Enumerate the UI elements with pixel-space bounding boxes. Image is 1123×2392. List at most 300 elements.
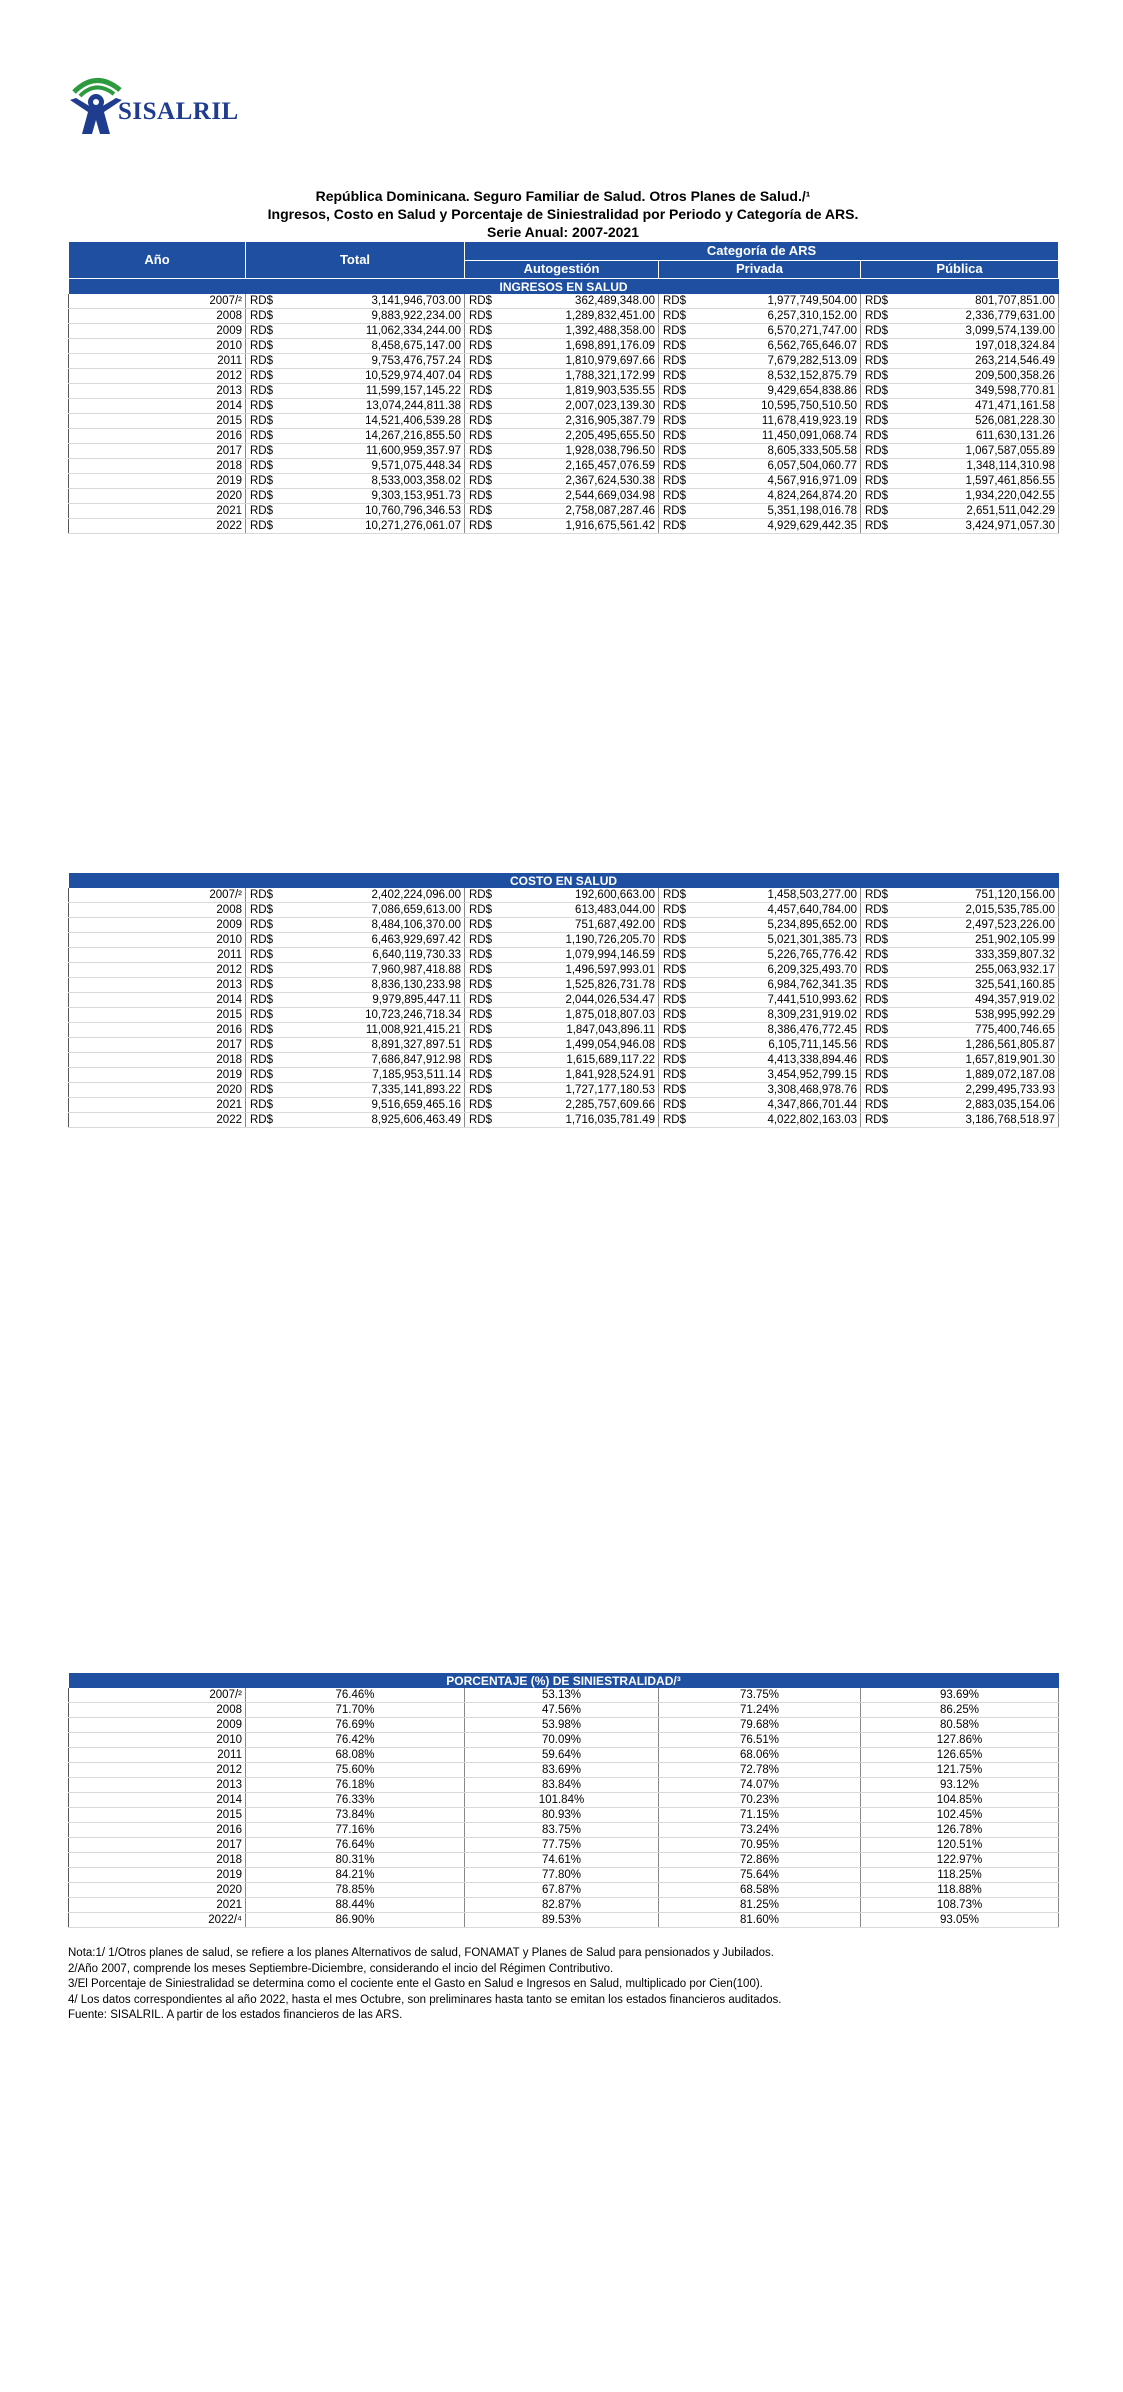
total-cell: 78.85% [246,1883,465,1898]
siniestralidad-row [69,1853,1059,1868]
pub-cell: 126.65% [861,1748,1059,1763]
ingresos-section-title: INGRESOS EN SALUD [69,279,1059,295]
currency-cell: RD$ [465,1053,497,1068]
costo-section-title: COSTO EN SALUD [69,873,1059,888]
priv-cell: 6,057,504,060.77 [691,459,861,474]
total-cell: 6,640,119,730.33 [278,948,465,963]
currency-cell: RD$ [861,354,893,369]
total-cell: 71.70% [246,1703,465,1718]
costo-row [69,978,1059,993]
auto-cell: 1,698,891,176.09 [497,339,659,354]
year-cell: 2008 [69,309,246,324]
auto-cell: 613,483,044.00 [497,903,659,918]
currency-cell: RD$ [861,1068,893,1083]
currency-cell: RD$ [861,519,893,534]
pub-cell: 80.58% [861,1718,1059,1733]
ingresos-row [69,294,1059,309]
auto-cell: 1,496,597,993.01 [497,963,659,978]
currency-cell: RD$ [246,444,278,459]
pub-cell: 1,067,587,055.89 [893,444,1059,459]
auto-cell: 83.84% [465,1778,659,1793]
total-cell: 10,271,276,061.07 [278,519,465,534]
currency-cell: RD$ [861,933,893,948]
priv-cell: 6,570,271,747.00 [691,324,861,339]
year-cell: 2014 [69,1793,246,1808]
currency-cell: RD$ [246,474,278,489]
total-cell: 9,516,659,465.16 [278,1098,465,1113]
priv-cell: 68.06% [659,1748,861,1763]
costo-row [69,903,1059,918]
currency-cell: RD$ [861,474,893,489]
total-cell: 86.90% [246,1913,465,1928]
auto-cell: 192,600,663.00 [497,888,659,903]
total-cell: 8,458,675,147.00 [278,339,465,354]
total-cell: 2,402,224,096.00 [278,888,465,903]
priv-cell: 8,309,231,919.02 [691,1008,861,1023]
total-cell: 6,463,929,697.42 [278,933,465,948]
pub-cell: 1,348,114,310.98 [893,459,1059,474]
pub-cell: 209,500,358.26 [893,369,1059,384]
year-cell: 2007/² [69,294,246,309]
priv-cell: 81.25% [659,1898,861,1913]
priv-cell: 6,105,711,145.56 [691,1038,861,1053]
auto-cell: 751,687,492.00 [497,918,659,933]
priv-cell: 10,595,750,510.50 [691,399,861,414]
currency-cell: RD$ [659,414,691,429]
siniestralidad-row [69,1808,1059,1823]
currency-cell: RD$ [659,519,691,534]
pub-cell: 349,598,770.81 [893,384,1059,399]
currency-cell: RD$ [465,1113,497,1128]
siniestralidad-row [69,1868,1059,1883]
pub-cell: 93.12% [861,1778,1059,1793]
currency-cell: RD$ [861,489,893,504]
footnotes [68,1946,781,2024]
priv-cell: 70.95% [659,1838,861,1853]
currency-cell: RD$ [861,1008,893,1023]
currency-cell: RD$ [246,963,278,978]
pub-cell: 1,657,819,901.30 [893,1053,1059,1068]
year-cell: 2020 [69,489,246,504]
total-cell: 8,484,106,370.00 [278,918,465,933]
priv-cell: 70.23% [659,1793,861,1808]
year-cell: 2009 [69,1718,246,1733]
priv-cell: 5,021,301,385.73 [691,933,861,948]
auto-cell: 1,079,994,146.59 [497,948,659,963]
currency-cell: RD$ [465,504,497,519]
total-cell: 76.64% [246,1838,465,1853]
total-cell: 14,267,216,855.50 [278,429,465,444]
total-cell: 8,891,327,897.51 [278,1038,465,1053]
currency-cell: RD$ [861,399,893,414]
priv-cell: 73.24% [659,1823,861,1838]
pub-cell: 93.05% [861,1913,1059,1928]
currency-cell: RD$ [861,384,893,399]
ingresos-row [69,519,1059,534]
year-cell: 2022/⁴ [69,1913,246,1928]
pub-cell: 197,018,324.84 [893,339,1059,354]
total-cell: 8,925,606,463.49 [278,1113,465,1128]
costo-row [69,1008,1059,1023]
year-cell: 2008 [69,903,246,918]
total-cell: 9,571,075,448.34 [278,459,465,474]
currency-cell: RD$ [465,963,497,978]
currency-cell: RD$ [246,1113,278,1128]
pub-cell: 1,934,220,042.55 [893,489,1059,504]
pub-cell: 122.97% [861,1853,1059,1868]
currency-cell: RD$ [465,354,497,369]
ingresos-row [69,339,1059,354]
currency-cell: RD$ [465,948,497,963]
pub-cell: 2,497,523,226.00 [893,918,1059,933]
costo-row [69,1023,1059,1038]
auto-cell: 1,928,038,796.50 [497,444,659,459]
currency-cell: RD$ [465,339,497,354]
auto-cell: 1,810,979,697.66 [497,354,659,369]
currency-cell: RD$ [861,459,893,474]
currency-cell: RD$ [465,519,497,534]
auto-cell: 59.64% [465,1748,659,1763]
currency-cell: RD$ [659,504,691,519]
pub-cell: 121.75% [861,1763,1059,1778]
costo-row [69,993,1059,1008]
priv-cell: 8,386,476,772.45 [691,1023,861,1038]
costo-row [69,888,1059,903]
auto-cell: 2,758,087,287.46 [497,504,659,519]
total-cell: 9,753,476,757.24 [278,354,465,369]
auto-cell: 1,716,035,781.49 [497,1113,659,1128]
pub-cell: 801,707,851.00 [893,294,1059,309]
currency-cell: RD$ [861,963,893,978]
total-cell: 9,883,922,234.00 [278,309,465,324]
ingresos-row [69,369,1059,384]
auto-cell: 1,499,054,946.08 [497,1038,659,1053]
year-cell: 2014 [69,993,246,1008]
pub-cell: 127.86% [861,1733,1059,1748]
currency-cell: RD$ [465,903,497,918]
pub-cell: 3,186,768,518.97 [893,1113,1059,1128]
pub-cell: 2,299,495,733.93 [893,1083,1059,1098]
auto-cell: 2,544,669,034.98 [497,489,659,504]
currency-cell: RD$ [659,1023,691,1038]
footnote-2: 2/Año 2007, comprende los meses Septiembre-Diciembre, considerando el incio del Régimen Contributivo. [68,1962,614,1975]
ingresos-row [69,384,1059,399]
priv-cell: 7,679,282,513.09 [691,354,861,369]
year-cell: 2008 [69,1703,246,1718]
priv-cell: 4,567,916,971.09 [691,474,861,489]
pub-cell: 3,424,971,057.30 [893,519,1059,534]
siniestralidad-row [69,1838,1059,1853]
year-cell: 2011 [69,354,246,369]
siniestralidad-row [69,1823,1059,1838]
currency-cell: RD$ [246,519,278,534]
pub-cell: 471,471,161.58 [893,399,1059,414]
auto-cell: 1,847,043,896.11 [497,1023,659,1038]
currency-cell: RD$ [246,1053,278,1068]
siniestralidad-row [69,1913,1059,1928]
pub-cell: 255,063,932.17 [893,963,1059,978]
currency-cell: RD$ [246,978,278,993]
currency-cell: RD$ [246,888,278,903]
currency-cell: RD$ [861,504,893,519]
currency-cell: RD$ [659,444,691,459]
costo-row [69,963,1059,978]
currency-cell: RD$ [659,1053,691,1068]
currency-cell: RD$ [659,384,691,399]
auto-cell: 47.56% [465,1703,659,1718]
year-cell: 2010 [69,933,246,948]
siniestralidad-row [69,1883,1059,1898]
priv-cell: 81.60% [659,1913,861,1928]
priv-cell: 71.15% [659,1808,861,1823]
pub-cell: 86.25% [861,1703,1059,1718]
costo-row [69,1038,1059,1053]
siniestralidad-section-title: PORCENTAJE (%) DE SINIESTRALIDAD/³ [69,1673,1059,1688]
priv-cell: 6,209,325,493.70 [691,963,861,978]
currency-cell: RD$ [861,1083,893,1098]
autogestion-header: Autogestión [465,260,659,279]
currency-cell: RD$ [465,384,497,399]
ingresos-row [69,309,1059,324]
currency-cell: RD$ [659,324,691,339]
currency-cell: RD$ [246,993,278,1008]
currency-cell: RD$ [246,399,278,414]
costo-table [68,873,1059,1128]
costo-row [69,933,1059,948]
auto-cell: 1,819,903,535.55 [497,384,659,399]
total-cell: 7,335,141,893.22 [278,1083,465,1098]
year-cell: 2022 [69,519,246,534]
title-line-1: República Dominicana. Seguro Familiar de Salud. Otros Planes de Salud./¹ [315,188,811,204]
currency-cell: RD$ [246,354,278,369]
currency-cell: RD$ [861,918,893,933]
currency-cell: RD$ [659,354,691,369]
title-line-2: Ingresos, Costo en Salud y Porcentaje de Siniestralidad por Periodo y Categoría de ARS. [267,206,859,222]
ingresos-row [69,489,1059,504]
siniestralidad-row [69,1793,1059,1808]
currency-cell: RD$ [659,459,691,474]
year-cell: 2019 [69,1068,246,1083]
year-cell: 2013 [69,1778,246,1793]
year-cell: 2017 [69,1838,246,1853]
year-cell: 2018 [69,1053,246,1068]
currency-cell: RD$ [246,1023,278,1038]
pub-cell: 1,597,461,856.55 [893,474,1059,489]
priv-cell: 6,562,765,646.07 [691,339,861,354]
year-cell: 2017 [69,444,246,459]
currency-cell: RD$ [861,294,893,309]
total-cell: 7,960,987,418.88 [278,963,465,978]
currency-cell: RD$ [659,1068,691,1083]
footnote-source: Fuente: SISALRIL. A partir de los estados financieros de las ARS. [68,2009,403,2021]
ingresos-row [69,504,1059,519]
costo-row [69,1098,1059,1113]
auto-cell: 67.87% [465,1883,659,1898]
year-cell: 2011 [69,948,246,963]
currency-cell: RD$ [246,948,278,963]
currency-cell: RD$ [659,369,691,384]
total-cell: 7,086,659,613.00 [278,903,465,918]
total-cell: 10,760,796,346.53 [278,504,465,519]
currency-cell: RD$ [659,888,691,903]
currency-cell: RD$ [465,1068,497,1083]
total-cell: 8,836,130,233.98 [278,978,465,993]
priv-cell: 75.64% [659,1868,861,1883]
total-cell: 76.33% [246,1793,465,1808]
auto-cell: 2,285,757,609.66 [497,1098,659,1113]
total-cell: 9,303,153,951.73 [278,489,465,504]
auto-cell: 362,489,348.00 [497,294,659,309]
ingresos-row [69,324,1059,339]
priv-cell: 74.07% [659,1778,861,1793]
footnote-4: 4/ Los datos correspondientes al año 2022, hasta el mes Octubre, son preliminares hasta tanto se emitan los estados financieros auditados. [68,1993,782,2006]
currency-cell: RD$ [659,933,691,948]
priv-cell: 1,977,749,504.00 [691,294,861,309]
auto-cell: 1,289,832,451.00 [497,309,659,324]
currency-cell: RD$ [659,1083,691,1098]
priv-cell: 71.24% [659,1703,861,1718]
currency-cell: RD$ [246,414,278,429]
currency-cell: RD$ [861,993,893,1008]
pub-cell: 2,336,779,631.00 [893,309,1059,324]
total-cell: 8,533,003,358.02 [278,474,465,489]
pub-cell: 1,286,561,805.87 [893,1038,1059,1053]
auto-cell: 2,044,026,534.47 [497,993,659,1008]
privada-header: Privada [659,260,861,279]
currency-cell: RD$ [861,1098,893,1113]
auto-cell: 77.80% [465,1868,659,1883]
year-cell: 2007/² [69,1688,246,1703]
pub-cell: 2,883,035,154.06 [893,1098,1059,1113]
priv-cell: 1,458,503,277.00 [691,888,861,903]
year-cell: 2022 [69,1113,246,1128]
year-cell: 2018 [69,1853,246,1868]
total-cell: 13,074,244,811.38 [278,399,465,414]
footnote-1: Nota:1/ 1/Otros planes de salud, se refiere a los planes Alternativos de salud, FONAMAT y Planes de Salud para pensionados y Jubilados. [68,1947,774,1959]
priv-cell: 6,984,762,341.35 [691,978,861,993]
currency-cell: RD$ [659,993,691,1008]
total-cell: 7,185,953,511.14 [278,1068,465,1083]
siniestralidad-row [69,1748,1059,1763]
currency-cell: RD$ [246,429,278,444]
currency-cell: RD$ [246,918,278,933]
total-cell: 11,008,921,415.21 [278,1023,465,1038]
year-cell: 2016 [69,1823,246,1838]
costo-row [69,918,1059,933]
publica-header: Pública [861,260,1059,279]
currency-cell: RD$ [246,1098,278,1113]
currency-cell: RD$ [465,459,497,474]
currency-cell: RD$ [861,1053,893,1068]
currency-cell: RD$ [465,474,497,489]
currency-cell: RD$ [659,1113,691,1128]
currency-cell: RD$ [861,339,893,354]
total-cell: 11,600,959,357.97 [278,444,465,459]
total-cell: 3,141,946,703.00 [278,294,465,309]
auto-cell: 89.53% [465,1913,659,1928]
currency-cell: RD$ [659,429,691,444]
currency-cell: RD$ [246,1083,278,1098]
currency-cell: RD$ [861,369,893,384]
pub-cell: 775,400,746.65 [893,1023,1059,1038]
priv-cell: 9,429,654,838.86 [691,384,861,399]
total-cell: 77.16% [246,1823,465,1838]
pub-cell: 611,630,131.26 [893,429,1059,444]
currency-cell: RD$ [465,324,497,339]
category-header: Categoría de ARS [465,242,1059,261]
year-cell: 2010 [69,1733,246,1748]
auto-cell: 83.69% [465,1763,659,1778]
currency-cell: RD$ [246,1038,278,1053]
priv-cell: 3,454,952,799.15 [691,1068,861,1083]
ingresos-row [69,354,1059,369]
year-cell: 2009 [69,324,246,339]
total-cell: 76.18% [246,1778,465,1793]
year-cell: 2015 [69,1008,246,1023]
auto-cell: 1,788,321,172.99 [497,369,659,384]
pub-cell: 251,902,105.99 [893,933,1059,948]
year-cell: 2011 [69,1748,246,1763]
auto-cell: 1,841,928,524.91 [497,1068,659,1083]
auto-cell: 53.13% [465,1688,659,1703]
ingresos-row [69,444,1059,459]
ingresos-row [69,414,1059,429]
costo-row [69,1113,1059,1128]
pub-cell: 102.45% [861,1808,1059,1823]
total-cell: 68.08% [246,1748,465,1763]
currency-cell: RD$ [659,399,691,414]
year-cell: 2019 [69,1868,246,1883]
currency-cell: RD$ [465,918,497,933]
currency-cell: RD$ [659,339,691,354]
priv-cell: 68.58% [659,1883,861,1898]
priv-cell: 8,605,333,505.58 [691,444,861,459]
currency-cell: RD$ [246,903,278,918]
report-titles [68,187,1058,241]
priv-cell: 5,234,895,652.00 [691,918,861,933]
pub-cell: 104.85% [861,1793,1059,1808]
logo-figure-icon [68,72,124,136]
total-cell: 73.84% [246,1808,465,1823]
currency-cell: RD$ [246,459,278,474]
currency-cell: RD$ [465,309,497,324]
priv-cell: 4,347,866,701.44 [691,1098,861,1113]
currency-cell: RD$ [465,414,497,429]
ingresos-row [69,474,1059,489]
auto-cell: 1,727,177,180.53 [497,1083,659,1098]
year-cell: 2013 [69,978,246,993]
currency-cell: RD$ [861,1113,893,1128]
currency-cell: RD$ [861,324,893,339]
siniestralidad-row [69,1778,1059,1793]
year-cell: 2012 [69,369,246,384]
priv-cell: 5,226,765,776.42 [691,948,861,963]
year-cell: 2016 [69,429,246,444]
priv-cell: 8,532,152,875.79 [691,369,861,384]
year-cell: 2009 [69,918,246,933]
total-cell: 7,686,847,912.98 [278,1053,465,1068]
currency-cell: RD$ [861,414,893,429]
total-cell: 84.21% [246,1868,465,1883]
currency-cell: RD$ [659,309,691,324]
pub-cell: 2,651,511,042.29 [893,504,1059,519]
priv-cell: 4,413,338,894.46 [691,1053,861,1068]
priv-cell: 76.51% [659,1733,861,1748]
currency-cell: RD$ [465,489,497,504]
total-cell: 11,599,157,145.22 [278,384,465,399]
siniestralidad-row [69,1718,1059,1733]
currency-cell: RD$ [861,888,893,903]
